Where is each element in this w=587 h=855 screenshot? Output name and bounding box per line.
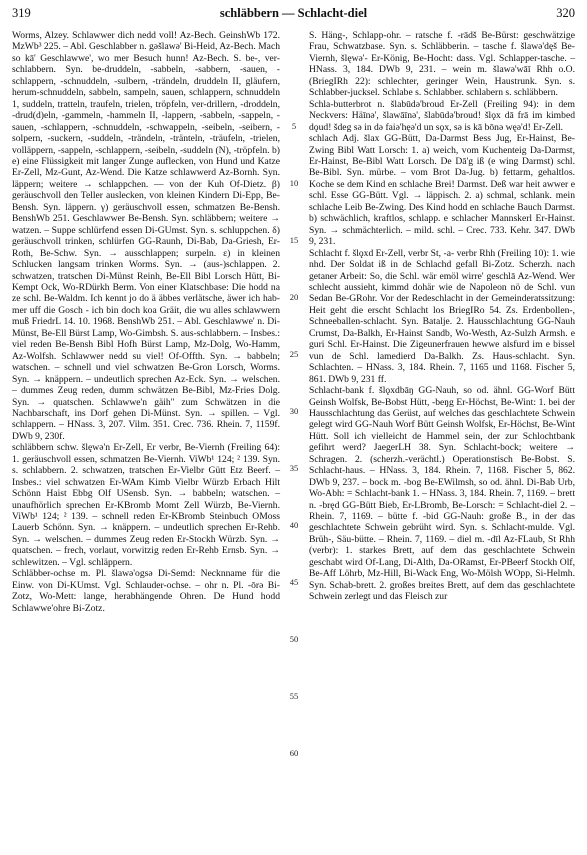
line-number: 20: [289, 292, 299, 302]
entry-schlach: schlach Adj. šlax GG-Bütt, Da-Darmst Bess Jug, Er-Hainst, Be-Zwing Bibl Watt Lorsch: 1. a) weich, vom Kuchenteig Da-Darmst, Er-Hainst, Be-Bibl Watt Lorsch. De Dā'g iß (e wing Darmst) schl. Be-Bibl. Syn. mürbe. – vom Brot Da-Jug. b) fettarm, gehaltlos. Koche se dem Kind en schlache Brei! Darmst. Deß war heit awwer e schl. Esse GG-Bütt. Vgl. → läppisch. 2. a) schmal, schlank. mein schlache Leib Be-Zwing. Des Kind hodd en schlache Bauch Darmst. b) schwächlich, kraftlos, schlapp. e schlacher Mannskerl Er-Hainst. Syn. → schmächterlich. – mild. schl. – Crec. 733. Kehr. 347. DWb 9, 231.: [309, 133, 575, 248]
entry-schlabbern-continued: Worms, Alzey. Schlawwer dich nedd voll! Az-Bech. GeinshWb 172. MzWb³ 225. – Abl. Geschlabber n. gəšlawə' Bi-Heid, Az-Bech. Mach so kā' Geschlawwe', wo mer Besuch hunn! Az-Bech. S. be-, ver-schlabbern. Syn. be-druddeln, -sabbeln, -sabbern, -sauen, -schlappern, -schnuddeln, -sulbern, -trändeln, druddeln II, gläufern, herum-schnuddeln, sabbeln, sampeln, sauen, schlappern, schnuddeln 1, suddeln, tratteln, traufeln, trielen, tröpfeln, ver-drillern, -droddeln, -drud(d)eln, -gammeln, -hammeln II, -lappern, -sabbeln, -sappeln, -sauen, -schlappern, -schnuddeln, -schwappeln, -seibeln, -seibern, -solpern, -suckern, -suddeln, -trändeln, -tränteln, -träufeln, -trielen, volläppern, -sappeln, -schlappern, -seibeln, -suddeln (N), -tröpfeln. b) e) eine Flüssigkeit mit langer Zunge auflecken, von Hund und Katze Er-Zell, Mz-Gunt, Az-Wend. Die Katze schlawwerd Az-Bornh. Syn. läppern; weitere → schlappchen. — von der Kuh Of-Dietz. β) geräuschvoll den Teller auslecken, von kleinen Kindern Di-Epp, Be-Bensh. Syn. läppern. γ) geräuschvoll essen, schmatzen Be-Bensh. BenshWb 251. Geschlawwer Be-Bensh. Syn. schläbbern; weitere → watzen. – Suppe schlürfend essen Di-GUmst. Syn. s. schluppchen. δ) geräuschvoll trinken, schlürfen GG-Raunh, Di-Bab, Da-Griesh, Er-Roth, Be-Schw. Syn. → ausschlappen; surpeln. ε) in kleinen Schlucken langsam trinken Worms. Syn. → (aus-)schlappen. 2. schwatzen, tratschen Di-Münst Reinh, Be-Ell Bibl Lorsch Hütt, Bi-Kempt Ock, Wo-RDürkh Berm. Von einer Klatschbase: Die hodd na ze schl. Be-Waldm. Ich kennt jo do ä äbbes verlätsche, äwer ich hab-mer uff die Gosch - ich bin doch koa Gräit, die wu alles schlawwern muß FriedrL 14. 10. 1968. BenshWb 251. – Abl. Geschlawwe' n. Di-Münst, Be-Ell Bürst Lamp, Wo-Gimbsh. S. aus-schlabbern. – Insbes.: viel reden Be-Bensh Bibl Hofh Bürst Lamp, Mz-Dolg, Wo-Hamm, Az-Wolfsh. Schlawwer nedd su viel! Of-Offth. Syn. → babbeln; watschen. – schnell und viel schwatzen Be-Gron Lorsch, Worms. Syn. → knäppern. – undeutlich sprechen Az-Eck. Syn. → welschen. – dummes Zeug reden, dumm schwätzen Be-Bibl, Mz-Fries Dolg. Syn. → quatschen. Schlawwe'n gäih'' zum Schwätzen in die Nachbarschaft, ins Dorf gehen Di-Münst. Syn. → spillen. – Vgl. schlappern. – HNass. 3, 207. Vilm. 351. Crec. 736. Rhein. 7, 1159f. DWb 9, 230f.: [12, 30, 280, 442]
entry-schlaebber-ochse: Schläbber-ochse m. Pl. šlawə'ogsə Di-Semd: Necknname für die Einw. von Di-KUmst. Vgl. Schlauder-ochse. – ohr n. Pl. -ōrə Bi-Zotz, Wo-Mett: lange, herabhängende Ohren. De Hund hodd Schlawwe'ohre Bi-Zotz.: [12, 568, 280, 614]
entry-schlaebbern: schläbbern schw. šlęwə'n Er-Zell, Er verbr, Be-Viernh (Freiling 64): 1. geräuschvoll essen, schmatzen Be-Viernh. ViWb¹ 124; ² 139. Syn. s. schlabbern. 2. schwatzen, tratschen Er-Vielbr Gütt Etz Beerf. – Insbes.: viel schwatzen Er-WAm Kimb Vielbr Würzb Erbach Hilt Schönn Haist Ebbg Olf USensb. Syn. → babbeln; watschen. – unaufhörlich sprechen Er-KBromb Momt Zell Würzb, Be-Viernh. ViWb¹ 124; ² 139. – schnell reden Er-KBromb Steinbuch OMoss Lauerb Schönn. Syn. → knäppern. – undeutlich sprechen Er-Rehb. Syn. → welschen. – dummes Zeug reden Er-Stockh Würzb. Syn. → quatschen. – frech, vorlaut, vorwitzig reden Er-Rehb Ernsb. Syn. → schlewitzen. – Vgl. schläppern.: [12, 442, 280, 568]
page-header: [12, 6, 575, 26]
entry-schlabber-compounds: S. Häng-, Schlapp-ohr. – ratsche f. -rādš Be-Bürst: geschwätzige Frau, Schwatzbase. Syn. s. Schläbberin. – tasche f. šlawə'dęš Be-Viernh, šlęwə'- Er-König, Be-Hocht: dass. Vgl. Schlapper-tasche. – HNass. 3, 184. DWb 9, 231. – wein m. šlawə'wāī Rhh o.O. (BriegIRh 22): schlechter, geringer Wein, Haustrunk. Syn. s. Schlabber-jucksel. Schlabe s. Schlabber. schlabern s. schläbbern.: [309, 30, 575, 99]
line-number: 40: [289, 520, 299, 530]
page-number-right: 320: [556, 6, 575, 20]
left-column: [12, 30, 280, 614]
line-number: 10: [289, 178, 299, 188]
line-number: 5: [291, 121, 297, 131]
line-number: 55: [289, 691, 299, 701]
line-number: 25: [289, 349, 299, 359]
line-number: 45: [289, 577, 299, 587]
right-column: [309, 30, 575, 603]
page-number-left: 319: [12, 6, 31, 20]
entry-schlacht: Schlacht f. šlǫxd Er-Zell, verbr St, -a- verbr Rhh (Freiling 10): 1. wie nhd. Der Soldat iß in de Schlachd gefall Bi-Zotz. Scherzh. nach getaner Arbeit: So, die Schl. wär emöl wirre' geschlā Az-Wend. Wer schlecht aussieht, kimmd dohär wie de Napoleon nö de Schl. vun Sedan Be-GRohr. Vor der Redeschlacht in der Gemeinderatssitzung: Heit geht die erscht Schlacht los BriegIRo 54. Zs. Erdenbollen-, Schneeballen-schlacht. Syn. Batalje. 2. Hausschlachtung GG-Nauh Crumst, Da-Balkh, Er-Hainst Sandb, Wo-Westh, Az-Sulzh Armsh. e guri Schl. Er-Hainst. Die Zigeunerfrauen hewwe alsfurd im e bissel vun de Schl. lamedierd Da-Balkh. Zs. Haus-schlacht. Syn. Schlachten. – HNass. 3, 184. Rhein. 7, 1165 und 1168. Fischer 5, 861. DWb 9, 231 ff.: [309, 247, 575, 385]
line-number: 60: [289, 748, 299, 758]
running-title: schläbbern — Schlacht-diel: [219, 6, 368, 20]
line-number: 30: [289, 406, 299, 416]
line-number: 15: [289, 235, 299, 245]
line-number: 50: [289, 634, 299, 644]
line-number: 35: [289, 463, 299, 473]
entry-schla-butterbrot: Schla-butterbrot n. šlabūdə'broud Er-Zell (Freiling 94): in dem Neckvers: Häīnə', šlawāīnə', šlabūdə'broud! šlǫx dā frā im kimbed dǫud! šdeg sə in də faiə'hęə'd un sǫx, sə is kā bōnə węə'd! Er-Zell.: [309, 98, 575, 133]
entry-schlacht-bank: Schlacht-bank f. šlǫxdbāŋ GG-Nauh, so od. ähnl. GG-Worf Bütt Geinsh Wolfsk, Be-Bobst Hütt, -beŋg Er-Höchst, Be-Wint: 1. bei der Hausschlachtung das Gerüst, auf welches das geschlachtete Schwein gelegt wird GG-Nauh Worf Bütt Geinsh Wolfsk, Er-Höchst, Be-Wint Hütt. Soll ich vielleicht de Hammel sein, der zur Schlochtbank gefihrt werd? JaegerLH 38. Syn. Schlacht-bock; weitere → Schragen. 2. (scherzh.-verächtl.) Operationstisch Be-Bobst. S. Schlacht-haus. – HNass. 3, 184. Rhein. 7, 1168. Fischer 5, 862. DWb 9, 237. – bock m. -bog Be-EWilmsh, so od. ähnl. Di-Bab Urb, Wo-Abh: = Schlacht-bank 1. – HNass. 3, 184. Rhein. 7, 1169. – brett n. -bręd GG-Bütt Bieb, Er-LBromb, Be-Lorsch: = Schlacht-diel 2. – Rhein. 7, 1169. – bütte f. -bid GG-Nauh: große B., in der das geschlachtete Schwein gebrüht wird. Syn. s. Schlacht-mulde. Vgl. Brüh-, Säu-bütte. – Rhein. 7, 1169. – diel m. -dīl Az-FLaub, St Rhh (verbr): 1. starkes Brett, auf dem das geschlachtete Schwein geschabt wird Of-Lang, Di-Alth, Da-ORamst, Er-PBeerf Stockh Olf, Be-Aff Löhrb, Mz-Hill, Bi-Wack Eng, Wo-Mölsh WOpp, Si-Helmh. Syn. Schab-brett. 2. großes breites Brett, auf dem das geschlachtete Schwein zerlegt und das Fleisch zur: [309, 385, 575, 603]
